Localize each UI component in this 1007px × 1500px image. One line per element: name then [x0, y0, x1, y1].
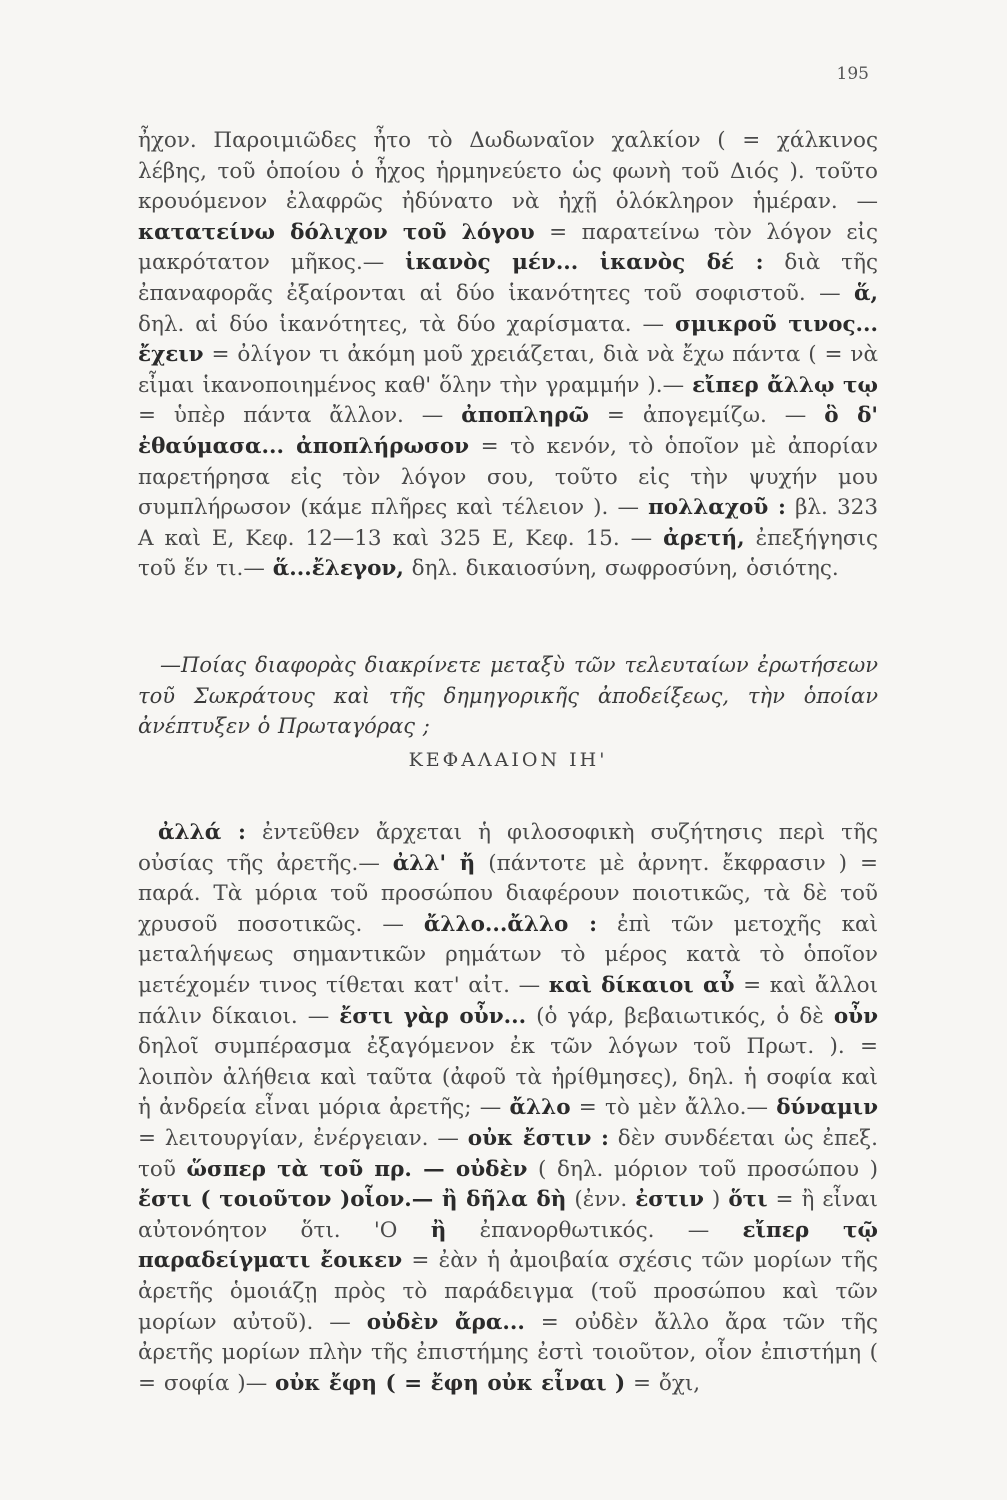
gloss-text: ἐντεῦθεν ἄρχεται ἡ φιλοσοφικὴ συζήτησις περὶ τῆς οὐσίας τῆς ἀρετῆς.— [138, 820, 878, 876]
lemma: ἔστι γὰρ οὖν... [339, 1003, 527, 1029]
gloss-text: ἦχον. Παροιμιῶδες ἦτο τὸ Δωδωναῖον χαλκίον ( = χάλκινος λέβης, τοῦ ὁποίου ὁ ἦχος ἡρμηνεύετο ὡς φωνὴ τοῦ Διός ). τοῦτο κρουόμενον ἐλαφρῶς ἠδύνατο νὰ ἠχῇ ὁλόκληρον ἡμέραν. — [138, 128, 878, 215]
gloss-text: ) [703, 1187, 729, 1213]
lemma: ἅ...ἔλεγον, [272, 556, 404, 582]
gloss-text: = ἐὰν ἡ ἀμοιβαία σχέσις τῶν μορίων τῆς ἀρετῆς ὁμοιάζῃ πρὸς τὸ παράδειγμα (τοῦ προσώπου καὶ τῶν μορίων αὐτοῦ). — [138, 1248, 878, 1335]
gloss-text: = ὄχι, [625, 1370, 701, 1396]
gloss-text: (ἐνν. [566, 1187, 636, 1213]
lemma: ἔστι ( τοιοῦτον )οἷον.— ἢ δῆλα δὴ [138, 1187, 567, 1213]
gloss-text: βλ. 323 Α καὶ Ε, Κεφ. 12—13 καὶ 325 Ε, Κεφ. 15. — [138, 495, 878, 551]
study-question: —Ποίας διαφορὰς διακρίνετε μεταξὺ τῶν τελευταίων ἐρωτήσεων τοῦ Σωκράτους καὶ τῆς δημηγορικῆς ἀποδείξεως, τὴν ὁποίαν ἀνέπτυξεν ὁ Πρωταγόρας ; [138, 653, 878, 739]
page-number: 195 [836, 64, 869, 84]
lemma: καὶ δίκαιοι αὖ [548, 972, 735, 998]
gloss-text: = ἀπογεμίζω. — [589, 403, 825, 429]
lemma: ἅ, [853, 280, 878, 306]
lemma: εἴπερ τῷ παραδείγματι ἔοικεν [138, 1217, 878, 1274]
lemma: ὅτι [728, 1187, 768, 1213]
gloss-text: = λειτουργίαν, ἐνέργειαν. — [138, 1125, 468, 1151]
gloss-text: δηλοῖ συμπέρασμα ἐξαγόμενον ἐκ τῶν λόγων τοῦ Πρωτ. ). = λοιπὸν ἀλήθεια καὶ ταῦτα (ἀφοῦ τὰ ἠρίθμησες), δηλ. ἡ σοφία καὶ ἡ ἀνδρεία εἶναι μόρια ἀρετῆς; — [138, 1034, 878, 1121]
gloss-text: δηλ. αἱ δύο ἱκανότητες, τὰ δύο χαρίσματα. — [138, 311, 676, 337]
lemma: ἄλλο [509, 1095, 571, 1121]
lemma: εἴπερ ἄλλῳ τῳ [692, 372, 878, 398]
lemma: ἀποπληρῶ [461, 403, 590, 429]
gloss-text: = ὀλίγον τι ἀκόμη μοῦ χρειάζεται, διὰ νὰ ἔχω πάντα ( = νὰ εἶμαι ἱκανοποιημένος καθ' ὅλην τὴν γραμμήν ).— [138, 342, 878, 398]
gloss-text: = ἢ εἶναι αὐτονόητον ὅτι. 'Ο [138, 1187, 878, 1243]
gloss-text: (ὁ γάρ, βεβαιωτικός, ὁ δὲ [526, 1003, 834, 1029]
lemma: οὐδὲν ἄρα... [366, 1309, 525, 1335]
gloss-text: δηλ. δικαιοσύνη, σωφροσύνη, ὁσιότης. [403, 556, 839, 582]
lemma: ἀλλ' ἤ [392, 850, 476, 876]
lemma: ἀρετή, [663, 525, 745, 551]
gloss-text: ἐπανορθωτικός. — [446, 1217, 743, 1243]
gloss-text: ( δηλ. μόριον τοῦ προσώπου ) [527, 1156, 878, 1182]
gloss-text: ἐπεξήγησις τοῦ ἕν τι.— [138, 525, 878, 582]
gloss-text: = παρατείνω τὸν λόγον εἰς μακρότατον μῆκος.— [138, 219, 878, 276]
gloss-text: = οὐδὲν ἄλλο ἄρα τῶν τῆς ἀρετῆς μορίων πλὴν τῆς ἐπιστήμης ἐστὶ τοιοῦτον, οἷον ἐπιστήμη ( = σοφία )— [138, 1309, 879, 1396]
chapter-title: ΚΕΦΑΛΑΙΟΝ ΙΗ' [408, 749, 608, 771]
gloss-text: διὰ τῆς ἐπαναφορᾶς ἐξαίρονται αἱ δύο ἱκανότητες τοῦ σοφιστοῦ. — [138, 250, 878, 306]
lemma: οὖν [833, 1003, 878, 1029]
lemma: κατατείνω δόλιχον τοῦ λόγου [138, 219, 535, 245]
gloss-text: δὲν συνδέεται ὡς ἐπεξ. τοῦ [138, 1125, 878, 1182]
lemma: ἄλλο...ἄλλο : [423, 911, 598, 937]
lemma: ὥσπερ τὰ τοῦ πρ. — οὐδὲν [186, 1156, 528, 1182]
gloss-text: (πάντοτε μὲ ἀρνητ. ἔκφρασιν ) = παρά. Τὰ μόρια τοῦ προσώπου διαφέρουν ποιοτικῶς, τὰ δὲ τοῦ χρυσοῦ ποσοτικῶς. — [138, 850, 878, 937]
lemma: ἀλλά : [158, 820, 246, 845]
gloss-text: = τὸ μὲν ἄλλο.— [570, 1095, 777, 1121]
lemma: πολλαχοῦ : [648, 495, 786, 521]
lemma: δύναμιν [776, 1095, 878, 1121]
gloss-text: ἐπὶ τῶν μετοχῆς καὶ μεταλήψεως σημαντικῶν ρημάτων τὸ μέρος κατὰ τὸ ὁποῖον μετέχομέν τινος τίθεται κατ' αἰτ. — [138, 911, 878, 998]
commentary-paragraph-1 [138, 126, 878, 585]
lemma: οὐκ ἔφη ( = ἔφη οὐκ εἶναι ) [275, 1370, 626, 1396]
gloss-text: = τὸ κενόν, τὸ ὁποῖον μὲ ἀπορίαν παρετήρησα εἰς τὸν λόγον σου, τοῦτο εἰς τὴν ψυχήν μου συμπλήρωσον (κάμε πλῆρες καὶ τέλειον ). — [138, 433, 879, 521]
lemma: οὐκ ἔστιν : [467, 1125, 609, 1151]
lemma: ἱκανὸς μέν... ἱκανὸς δέ : [405, 250, 764, 276]
gloss-text: = καὶ ἄλλοι πάλιν δίκαιοι. — [138, 972, 878, 1029]
commentary-paragraph-2 [138, 818, 878, 1399]
lemma: σμικροῦ τινος... ἔχειν [138, 311, 878, 368]
lemma: ἐστιν [635, 1187, 704, 1213]
gloss-text: = ὑπὲρ πάντα ἄλλον. — [138, 403, 462, 429]
lemma: ἢ [430, 1217, 447, 1243]
lemma: ὃ δ' ἐθαύμασα... ἀποπλήρωσον [138, 403, 879, 459]
